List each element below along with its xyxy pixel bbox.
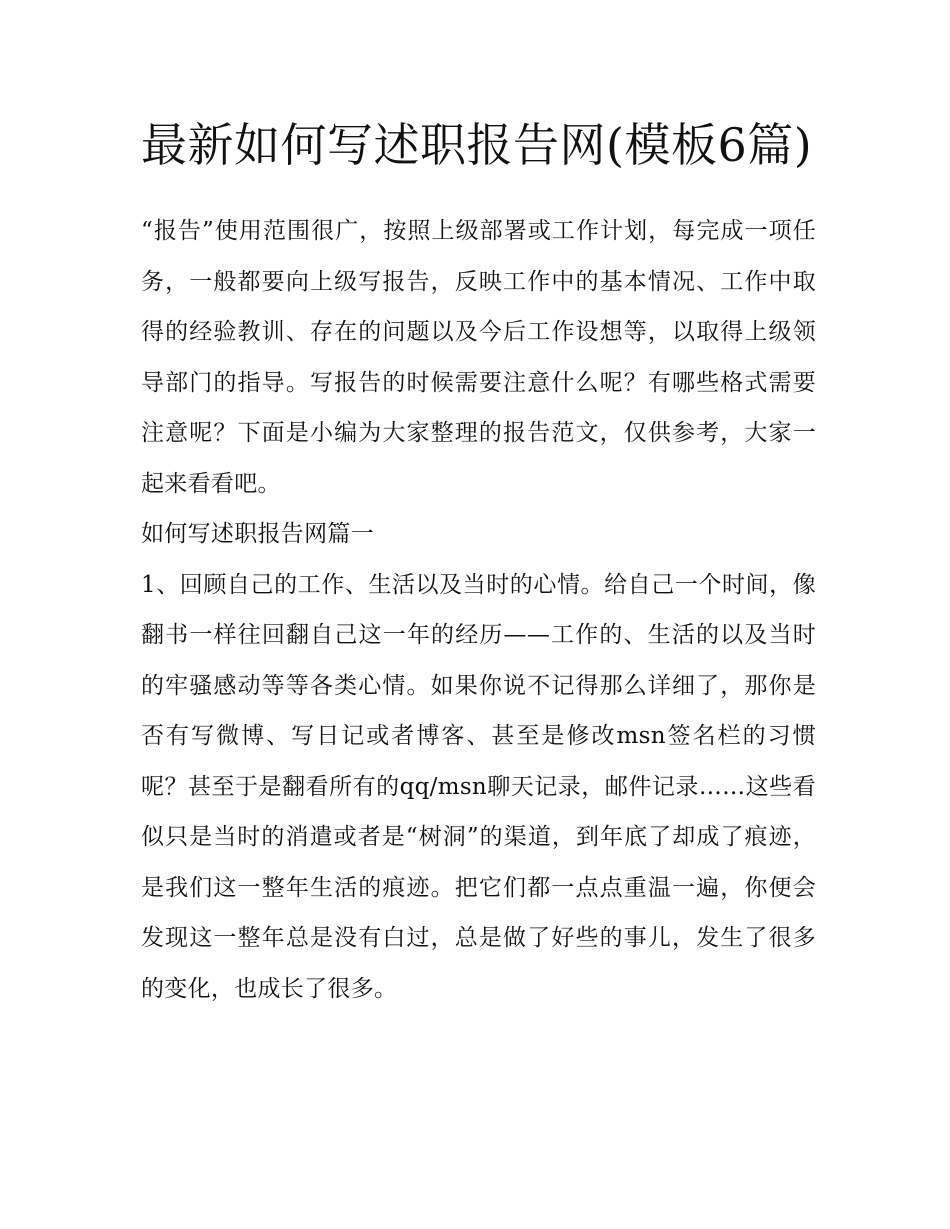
document-title: 最新如何写述职报告网(模板6篇) (141, 118, 813, 172)
document-page (141, 112, 816, 1014)
section-body-paragraph: 1、回顾自己的工作、生活以及当时的心情。给自己一个时间，像翻书一样往回翻自己这一年的经历——工作的、生活的以及当时的牢骚感动等等各类心情。如果你说不记得那么详细了，那你是否有写微博、写日记或者博客、甚至是修改msn签名栏的习惯呢？甚至于是翻看所有的qq/msn聊天记录，邮件记录……这些看似只是当时的消遣或者是“树洞”的渠道，到年底了却成了痕迹，是我们这一整年生活的痕迹。把它们都一点点重温一遍，你便会发现这一整年总是没有白过，总是做了好些的事儿，发生了很多的变化，也成长了很多。 (141, 571, 816, 1002)
section-heading: 如何写述职报告网篇一 (141, 521, 374, 547)
intro-paragraph: “报告”使用范围很广，按照上级部署或工作计划，每完成一项任务，一般都要向上级写报告，反映工作中的基本情况、工作中取得的经验教训、存在的问题以及今后工作设想等，以取得上级领导部门的指导。写报告的时候需要注意什么呢？有哪些格式需要注意呢？下面是小编为大家整理的报告范文，仅供参考，大家一起来看看吧。 (141, 218, 816, 497)
